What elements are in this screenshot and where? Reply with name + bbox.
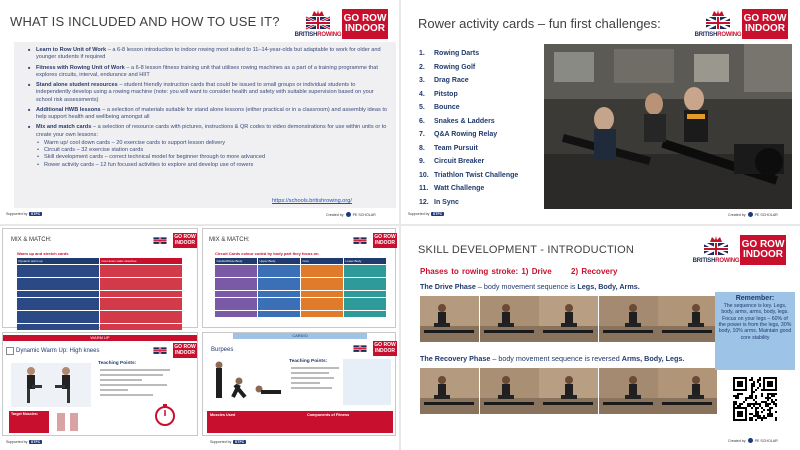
table-cell [301, 271, 343, 277]
stfc-logo: STFC [432, 212, 443, 216]
activity-label: Bounce [434, 104, 460, 111]
table-cell [215, 284, 257, 290]
brand-name-prefix: BRITISH [294, 32, 318, 38]
table-cell [100, 317, 182, 323]
high-knees-card [2, 332, 198, 436]
slide-title: SKILL DEVELOPMENT - INTRODUCTION [418, 244, 635, 256]
table-cell [100, 311, 182, 317]
gym-rowing-photo [544, 44, 792, 209]
item-text: – a selection of materials suitable for stand alone lessons (either practical or in a classroom) and assembly ideas to help support health and wellbeing amongst all [36, 106, 388, 121]
created-label: Created by [326, 212, 344, 217]
rowing-photo [480, 368, 539, 414]
pe-scholar-icon [748, 212, 753, 217]
british-rowing-logo: BRITISHROWING [696, 235, 736, 264]
slide-rower-activity-cards [402, 0, 800, 224]
go-row-indoor-badge: GO ROW INDOOR [740, 235, 786, 265]
activity-list [419, 47, 518, 209]
list-item [28, 47, 390, 62]
item-heading: Fitness with Rowing Unit of Work [36, 64, 125, 71]
table-cell [344, 304, 386, 310]
activity-label: Rowing Golf [434, 63, 476, 71]
pe-scholar-icon [346, 212, 351, 217]
recovery-phase-text: The Recovery Phase – body movement sequence is reversed Arms, Body, Legs. [420, 354, 685, 363]
table-row [17, 317, 183, 323]
table-cell [344, 298, 386, 304]
table-row [215, 271, 387, 277]
high-knees-figures [11, 363, 91, 407]
schools-link[interactable]: https://schools.britishrowing.org/ [272, 198, 352, 204]
table-cell [215, 291, 257, 297]
rowing-photo [658, 296, 717, 342]
table-cell [344, 271, 386, 277]
list-item: 11. Watt Challenge [419, 185, 485, 192]
item-heading: Mix and match cards [36, 124, 92, 131]
union-flag-icon [304, 9, 332, 31]
go-row-line1: GO ROW [743, 12, 787, 24]
components-heading: Components of Fitness [307, 413, 350, 417]
table-row [215, 304, 387, 310]
sub-list-item: • Skill development cards – correct technical model for beginner through to more advanced [36, 154, 390, 161]
table-cell [258, 311, 300, 317]
table-cell [17, 284, 99, 290]
rowing-photo [599, 296, 658, 342]
stfc-logo: STFC [30, 440, 41, 444]
item-text: – a 6-8 lesson fitness training unit that utilises rowing machines as a part of a training programme that explores circuits, interval, endurance and HIIT [36, 64, 378, 78]
item-text: – a 6-8 lesson introduction to indoor rowing most suited to 11–14-year-olds but adaptable to work for older and younger students if required [36, 47, 381, 61]
created-by [728, 212, 778, 217]
supported-by [408, 212, 444, 216]
content-panel [14, 42, 396, 208]
rowing-photo [539, 296, 598, 342]
british-rowing-logo [294, 9, 342, 38]
table-cell [100, 298, 182, 304]
union-flag-icon [704, 9, 732, 31]
list-item: 9. Circuit Breaker [419, 158, 485, 165]
table-cell [100, 271, 182, 277]
table-row [215, 265, 387, 271]
table-cell [17, 304, 99, 310]
warmup-table [17, 258, 183, 331]
table-cell [301, 278, 343, 284]
stfc-logo: STFC [234, 440, 245, 444]
list-item: 1. Rowing Darts [419, 50, 480, 57]
list-item: 8. Team Pursuit [419, 144, 478, 152]
pe-scholar-label: PE SCHOLAR [754, 212, 778, 217]
table-cell [100, 291, 182, 297]
sub-list-item: • Warm up/ cool down cards – 20 exercise cards to support lesson delivery [36, 140, 390, 147]
table-row [17, 265, 183, 271]
table-cell [344, 311, 386, 317]
go-row-line1: GO ROW [343, 12, 387, 24]
muscle-diagram-icon [53, 411, 83, 433]
created-by [326, 212, 376, 217]
table-header-cell: Upper Body [258, 258, 300, 264]
table-cell [301, 311, 343, 317]
rowing-photo [480, 296, 539, 342]
stfc-logo: STFC [30, 212, 41, 216]
table-cell [344, 291, 386, 297]
activity-label: Q&A Rowing Relay [434, 131, 498, 138]
brand-name-suffix: ROWING [717, 32, 742, 38]
activity-label: Rowing Darts [434, 50, 480, 57]
card-types-list [36, 140, 390, 169]
phases-heading: Phases to rowing stroke: 1) Drive 2) Recovery [420, 267, 618, 276]
table-cell [100, 278, 182, 284]
brand-logo [149, 343, 197, 358]
table-row [17, 291, 183, 297]
supported-by [6, 212, 42, 216]
resource-list [14, 42, 396, 169]
table-cell [301, 284, 343, 290]
table-cell [100, 265, 182, 271]
mix-match-title: MIX & MATCH: [209, 237, 250, 243]
card-title: Burpees [211, 347, 234, 353]
table-cell [258, 304, 300, 310]
activity-label: Pitstop [434, 90, 458, 98]
list-item: 3. Drag Race [419, 77, 469, 84]
item-heading: Stand alone student resources [36, 82, 118, 89]
card-banner: WARM UP [3, 335, 197, 341]
union-flag-icon [702, 235, 730, 257]
go-row-indoor-badge [342, 9, 388, 39]
union-flag-icon [352, 341, 368, 353]
circuit-table [215, 258, 387, 317]
muscles-used-heading: Muscles Used [210, 413, 236, 417]
table-row [215, 311, 387, 317]
union-flag-icon [152, 233, 168, 245]
target-muscles-box [9, 411, 49, 433]
table-cell [17, 324, 99, 330]
drive-phase-text: The Drive Phase – body movement sequence is Legs, Body, Arms. [420, 282, 640, 291]
go-row-indoor-badge: GO ROW INDOOR [173, 343, 197, 358]
table-cell [301, 291, 343, 297]
table-header-cell: Cool down static stretches [100, 258, 182, 264]
table-row [17, 304, 183, 310]
activity-label: Drag Race [434, 77, 469, 84]
table-cell [258, 284, 300, 290]
supported-label: Supported by [408, 212, 430, 216]
target-muscles-heading: Target Muscles: [11, 412, 39, 416]
slide-mix-and-match [0, 226, 398, 450]
list-item: 7. Q&A Rowing Relay [419, 131, 498, 138]
brand-logo [349, 341, 397, 356]
item-text: – a selection of resource cards with pictures, instructions & QR codes to video demonstrations for use within units or to create your own lessons: [36, 124, 387, 138]
list-item [28, 82, 390, 104]
teaching-points-lines [100, 369, 170, 396]
teaching-points-heading: Teaching Points: [98, 361, 137, 366]
sub-list-item: • Rower activity cards – 12 fun focused activities to explore and develop use of rowers [36, 162, 390, 169]
list-item: 4. Pitstop [419, 90, 458, 98]
stopwatch-icon [153, 403, 177, 427]
supported-by: Supported by STFC [210, 440, 245, 444]
rowing-photo [539, 368, 598, 414]
table-cell [100, 304, 182, 310]
union-flag-icon [152, 343, 168, 355]
table-cell [215, 311, 257, 317]
brand-logo [694, 9, 788, 39]
table-cell [344, 265, 386, 271]
warmup-cards-slide [2, 228, 198, 328]
remember-heading: Remember: [735, 295, 775, 302]
list-item: 6. Snakes & Ladders [419, 117, 495, 125]
remember-box [715, 292, 795, 370]
table-cell [344, 278, 386, 284]
brand-name-prefix: BRITISH [694, 32, 718, 38]
pe-scholar-icon [748, 438, 753, 443]
brand-logo [149, 233, 197, 248]
remember-text: The sequence is key. Legs, body, arms, arms, body, legs. Focus on your legs – 60% of the power is from the legs, 30% body, 10% arms. Maintain good core stability [718, 303, 792, 341]
table-cell [17, 317, 99, 323]
table-cell [258, 265, 300, 271]
list-item [28, 107, 390, 122]
circuit-table-title: Circuit Cards colour coded by body part they focus on [215, 251, 319, 256]
table-cell [215, 271, 257, 277]
card-title: Dynamic Warm Up: High knees [16, 348, 100, 354]
created-by: Created by PE SCHOLAR [728, 438, 778, 443]
table-row [215, 278, 387, 284]
created-label: Created by [728, 212, 746, 217]
slide-what-is-included [0, 0, 398, 224]
rowing-photo [420, 368, 479, 414]
table-header-cell: Dynamic warm up [17, 258, 99, 264]
union-flag-icon [352, 233, 368, 245]
british-rowing-logo [694, 9, 742, 38]
table-cell [100, 284, 182, 290]
table-cell [100, 324, 182, 330]
table-row [17, 271, 183, 277]
list-item: 12. In Sync [419, 198, 459, 206]
table-cell [17, 298, 99, 304]
go-row-indoor-badge [742, 9, 788, 39]
circuit-table-rows [215, 265, 387, 317]
activity-label: In Sync [434, 198, 459, 206]
slide-skill-development [402, 226, 800, 450]
sub-list-item: • Circuit cards – 32 exercise station cards [36, 147, 390, 154]
slide-title: WHAT IS INCLUDED AND HOW TO USE IT? [10, 14, 280, 29]
activity-label: Watt Challenge [434, 185, 485, 192]
list-item: 5. Bounce [419, 104, 460, 111]
table-row [215, 291, 387, 297]
card-banner: CARDIO [233, 333, 367, 339]
table-cell [17, 291, 99, 297]
table-row [17, 311, 183, 317]
activity-label: Snakes & Ladders [434, 117, 495, 125]
activity-label: Team Pursuit [434, 144, 478, 152]
list-item: 10. Triathlon Twist Challenge [419, 171, 519, 179]
burpee-figures [209, 359, 283, 403]
table-header-cell: Cardio/Whole Body [215, 258, 257, 264]
mix-match-title: MIX & MATCH: [11, 237, 52, 243]
supported-by: Supported by STFC [6, 440, 41, 444]
table-row [215, 284, 387, 290]
table-cell [215, 304, 257, 310]
rowing-photo [599, 368, 658, 414]
table-cell [301, 265, 343, 271]
table-row [17, 284, 183, 290]
activity-label: Circuit Breaker [434, 158, 485, 165]
progression-box [343, 359, 391, 405]
table-cell [258, 291, 300, 297]
table-header-cell: Lower Body [344, 258, 386, 264]
table-cell [258, 298, 300, 304]
item-text: – student friendly instruction cards that could be issued to small groups or individual students to independently develop using a rowing machine (note: you will want to consider health and safety with suitable supervision based on your school risk assessments) [36, 82, 374, 103]
warmup-table-rows [17, 265, 183, 330]
brand-logo [349, 233, 397, 248]
list-item: 2. Rowing Golf [419, 63, 476, 71]
table-row [17, 298, 183, 304]
slide-title: Rower activity cards – fun first challenges: [418, 16, 661, 31]
activity-label: Triathlon Twist Challenge [434, 171, 519, 179]
item-heading: Learn to Row Unit of Work [36, 47, 107, 53]
pe-scholar-label: PE SCHOLAR [352, 212, 376, 217]
table-row [215, 298, 387, 304]
teaching-points-lines [291, 367, 339, 389]
table-header-cell: Core [301, 258, 343, 264]
table-cell [17, 271, 99, 277]
brand-logo [294, 9, 388, 39]
list-item [28, 124, 390, 169]
table-cell [301, 298, 343, 304]
supported-label: Supported by [6, 212, 28, 216]
table-cell [258, 278, 300, 284]
table-row [17, 324, 183, 330]
teaching-points-heading: Teaching Points: [289, 359, 328, 364]
rowing-photo [420, 296, 479, 342]
table-cell [258, 271, 300, 277]
go-row-indoor-badge: GO ROW INDOOR [173, 233, 197, 248]
item-heading: Additional HWB lessons [36, 106, 101, 113]
circuit-cards-slide [202, 228, 396, 328]
table-cell [301, 304, 343, 310]
go-row-indoor-badge: GO ROW INDOOR [373, 233, 397, 248]
qr-code-icon[interactable] [731, 375, 779, 423]
go-row-line2: INDOOR [345, 23, 385, 34]
brand-name-suffix: ROWING [317, 32, 342, 38]
table-cell [215, 298, 257, 304]
table-cell [215, 278, 257, 284]
qr-icon [6, 347, 14, 355]
burpees-card [202, 332, 396, 436]
go-row-indoor-badge: GO ROW INDOOR [373, 341, 397, 356]
table-row [17, 278, 183, 284]
list-item [28, 65, 390, 80]
warmup-table-title: Warm up and stretch cards [17, 251, 69, 256]
table-cell [215, 265, 257, 271]
table-cell [17, 311, 99, 317]
rowing-photo [658, 368, 717, 414]
table-cell [344, 284, 386, 290]
brand-logo [692, 235, 786, 265]
table-cell [17, 278, 99, 284]
go-row-line2: INDOOR [745, 23, 785, 34]
table-cell [17, 265, 99, 271]
muscles-components-bar [207, 411, 393, 433]
